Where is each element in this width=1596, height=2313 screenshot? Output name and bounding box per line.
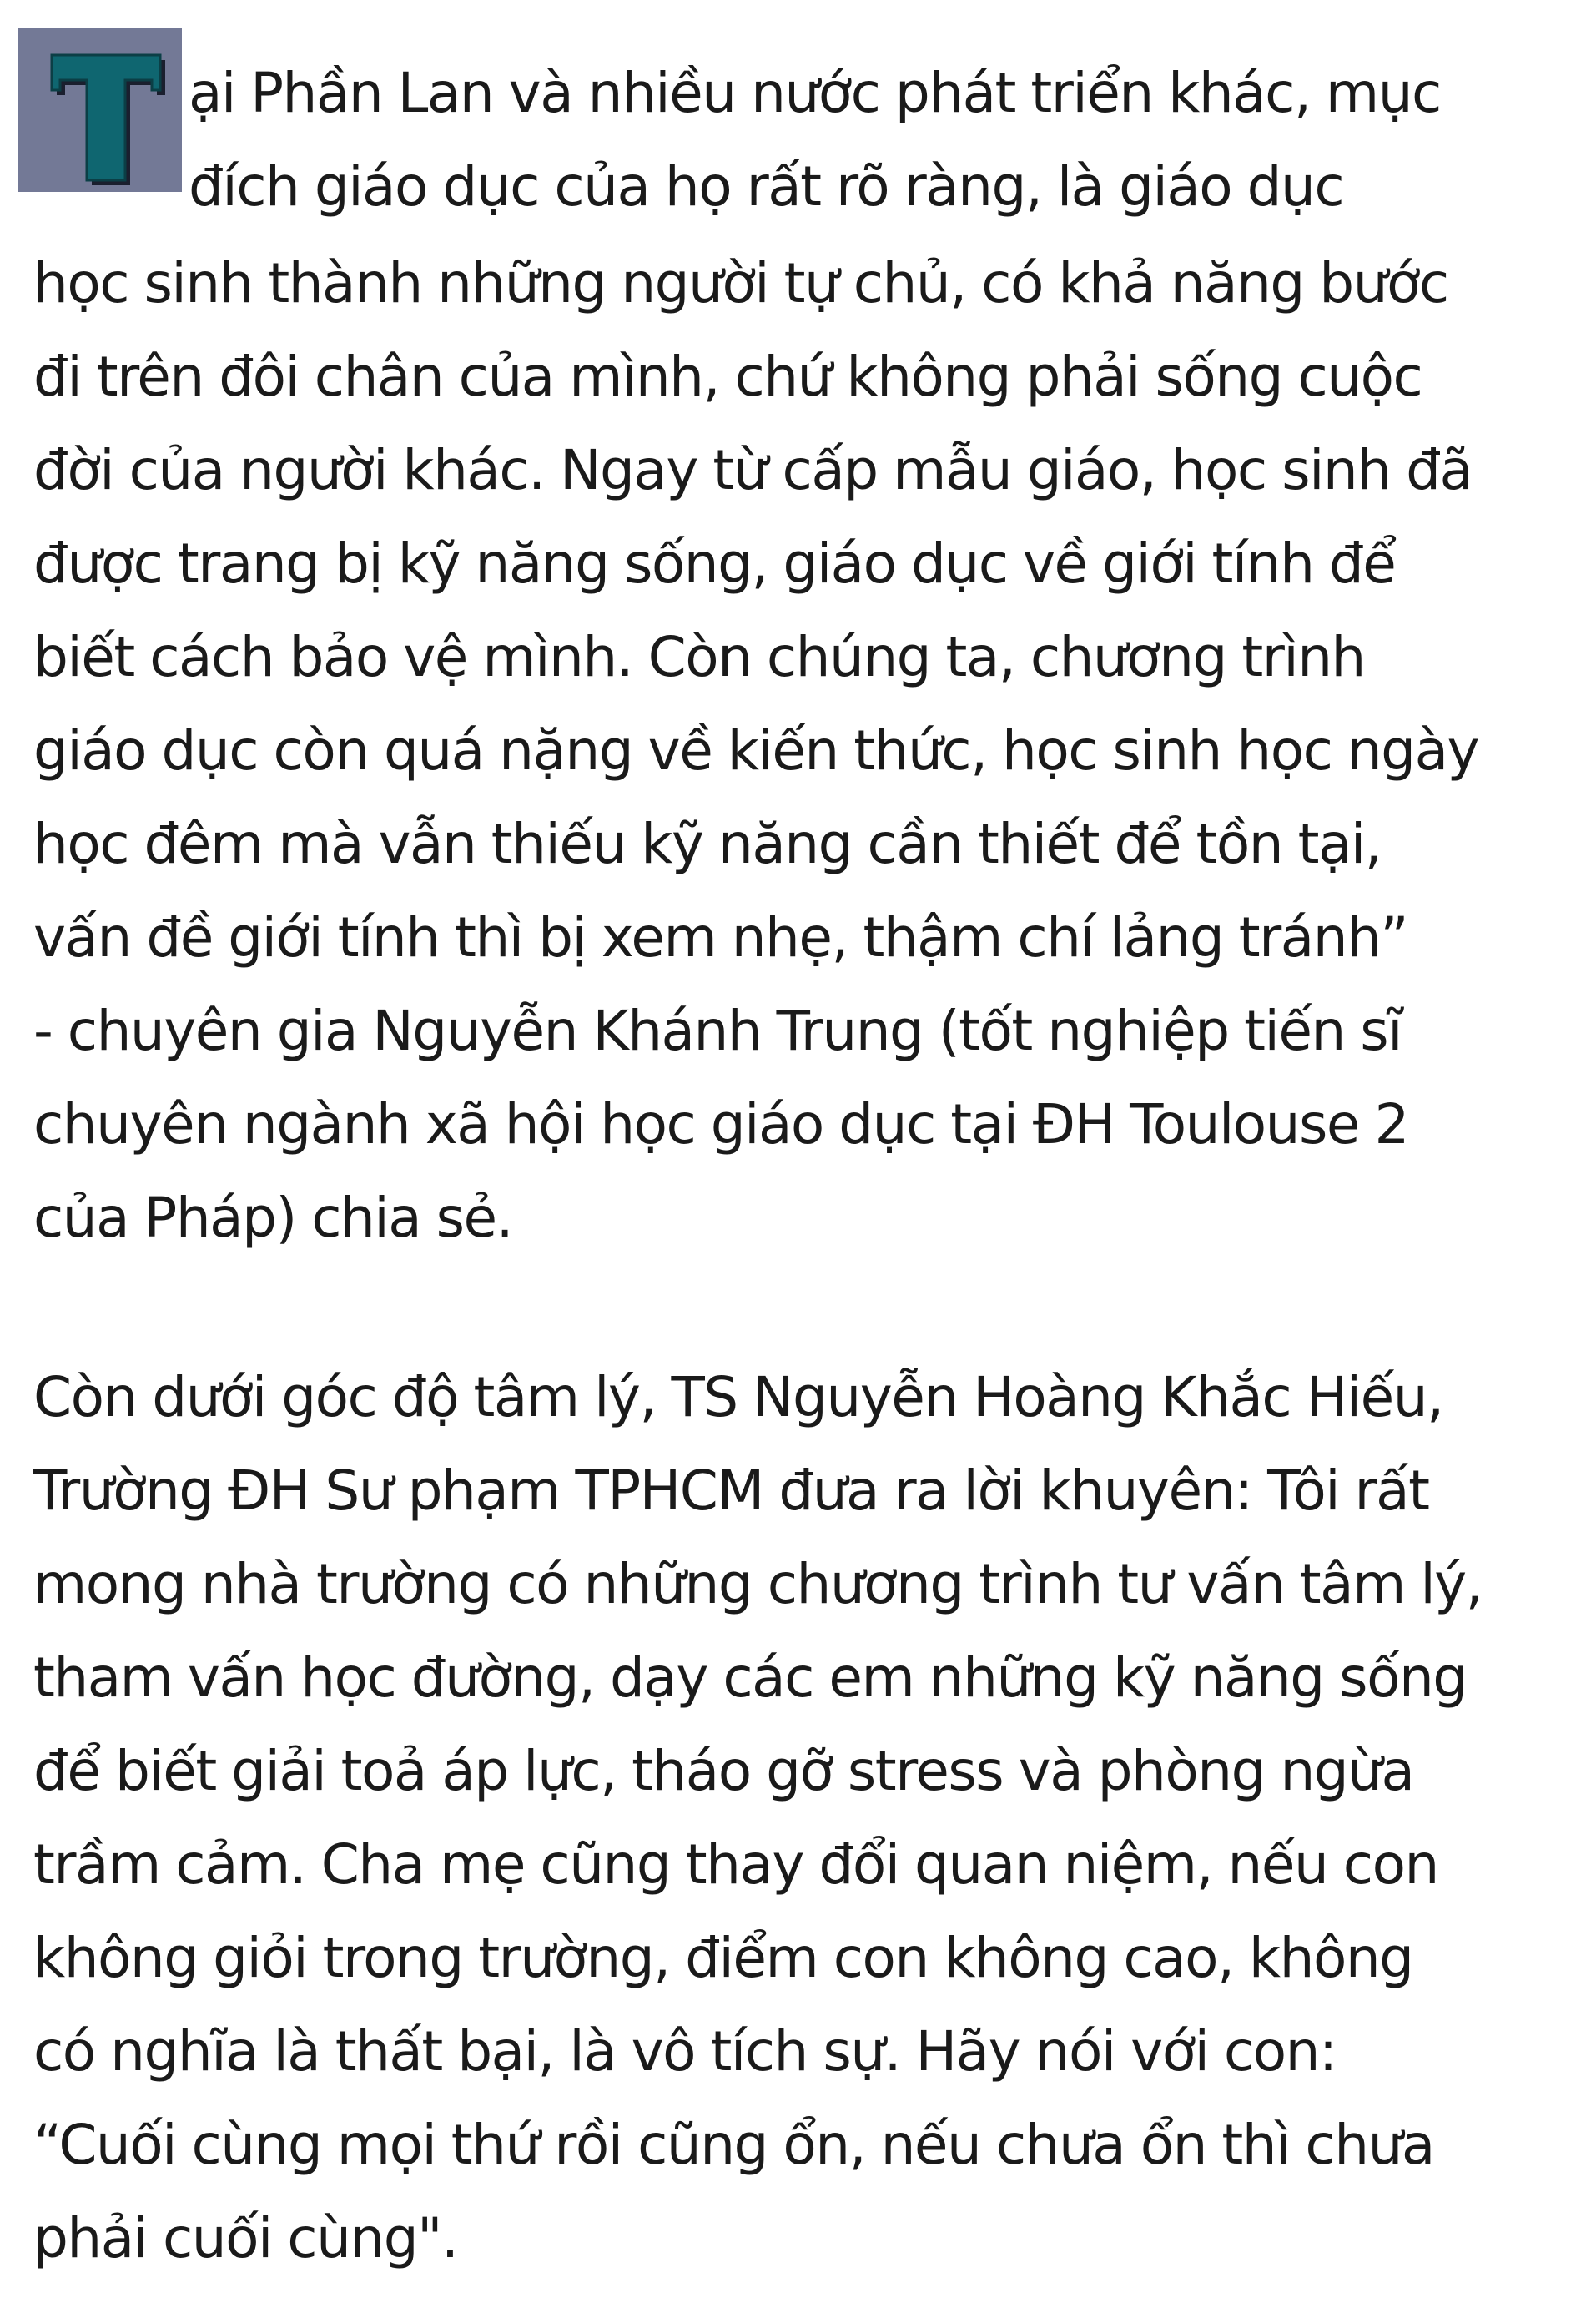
- dropcap-letter-t: [18, 28, 182, 192]
- paragraph1-line: đích giáo dục của họ rất rõ ràng, là giáo dục: [189, 154, 1344, 219]
- paragraph1-line: vấn đề giới tính thì bị xem nhẹ, thậm chí lảng tránh”: [33, 905, 1408, 970]
- paragraph2-line: Còn dưới góc độ tâm lý, TS Nguyễn Hoàng Khắc Hiếu,: [33, 1365, 1443, 1429]
- paragraph-2: [33, 1351, 1482, 2285]
- paragraph2-line: Trường ĐH Sư phạm TPHCM đưa ra lời khuyên: Tôi rất: [33, 1459, 1429, 1523]
- paragraph1-line: ại Phần Lan và nhiều nước phát triển khác, mục: [189, 61, 1441, 125]
- paragraph-1: [33, 237, 1478, 1265]
- paragraph1-line: - chuyên gia Nguyễn Khánh Trung (tốt nghiệp tiến sĩ: [33, 999, 1402, 1063]
- paragraph2-line: phải cuối cùng".: [33, 2206, 458, 2270]
- paragraph2-line: có nghĩa là thất bại, là vô tích sự. Hãy nói với con:: [33, 2019, 1337, 2084]
- paragraph1-line: học sinh thành những người tự chủ, có khả năng bước: [33, 251, 1448, 315]
- paragraph1-line: của Pháp) chia sẻ.: [33, 1186, 513, 1250]
- paragraph1-line: đi trên đôi chân của mình, chứ không phải sống cuộc: [33, 345, 1422, 409]
- paragraph2-line: “Cuối cùng mọi thứ rồi cũng ổn, nếu chưa ổn thì chưa: [33, 2113, 1434, 2177]
- paragraph2-line: trầm cảm. Cha mẹ cũng thay đổi quan niệm, nếu con: [33, 1832, 1438, 1897]
- paragraph2-line: để biết giải toả áp lực, tháo gỡ stress và phòng ngừa: [33, 1739, 1414, 1803]
- paragraph1-line: chuyên ngành xã hội học giáo dục tại ĐH Toulouse 2: [33, 1092, 1408, 1156]
- paragraph1-line: giáo dục còn quá nặng về kiến thức, học sinh học ngày: [33, 718, 1479, 783]
- paragraph1-line: được trang bị kỹ năng sống, giáo dục về giới tính để: [33, 532, 1396, 596]
- paragraph2-line: tham vấn học đường, dạy các em những kỹ năng sống: [33, 1645, 1467, 1710]
- paragraph2-line: mong nhà trường có những chương trình tư vấn tâm lý,: [33, 1552, 1483, 1616]
- paragraph1-line: đời của người khác. Ngay từ cấp mẫu giáo, học sinh đã: [33, 438, 1473, 502]
- paragraph2-line: không giỏi trong trường, điểm con không cao, không: [33, 1926, 1413, 1990]
- paragraph1-line: biết cách bảo vệ mình. Còn chúng ta, chương trình: [33, 625, 1365, 689]
- paragraph1-line: học đêm mà vẫn thiếu kỹ năng cần thiết để tồn tại,: [33, 812, 1382, 876]
- dropcap-box: [18, 28, 182, 192]
